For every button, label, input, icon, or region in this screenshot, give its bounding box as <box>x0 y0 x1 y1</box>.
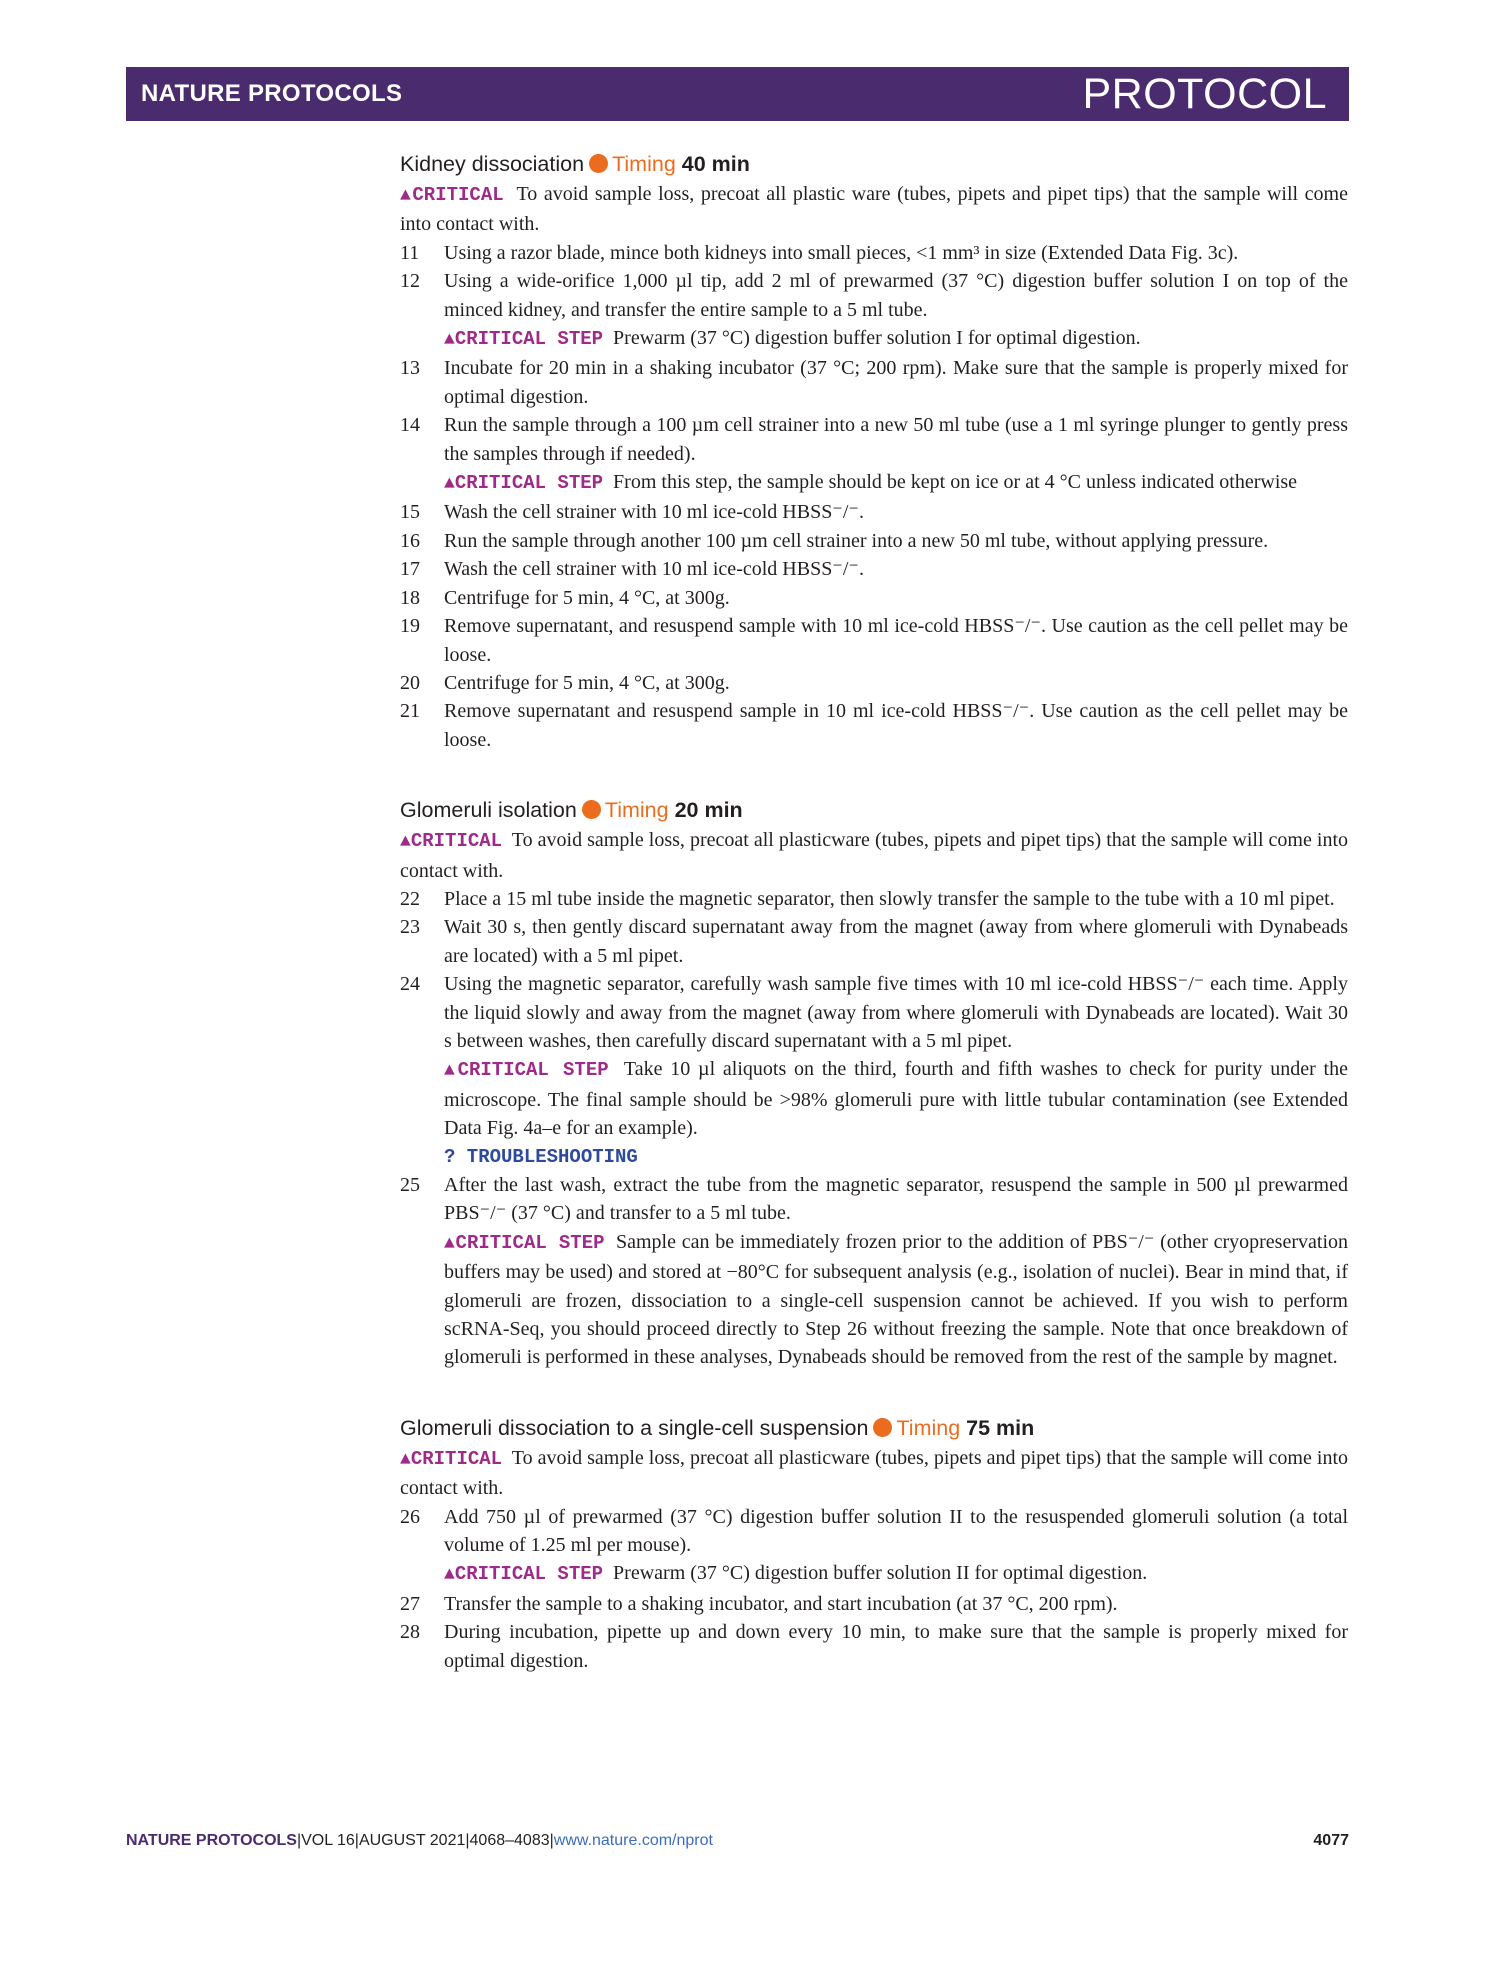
protocol-step <box>400 1171 1348 1372</box>
footer-url[interactable]: www.nature.com/nprot <box>553 1832 713 1849</box>
step-body <box>444 411 1348 498</box>
step-body <box>444 1590 1348 1618</box>
step-text: Run the sample through a 100 µm cell strainer into a new 50 ml tube (use a 1 ml syringe plunger to gently press the samples through if needed). <box>444 414 1348 465</box>
step-body <box>444 697 1348 754</box>
critical-step-label <box>444 472 603 494</box>
page-number: 4077 <box>1313 1832 1349 1849</box>
step-number: 24 <box>400 973 420 996</box>
step-text: During incubation, pipette up and down every 10 min, to make sure that the sample is properly mixed for optimal digestion. <box>444 1621 1348 1672</box>
step-text: Centrifuge for 5 min, 4 °C, at 300g. <box>444 671 730 694</box>
critical-label-text: CRITICAL <box>412 184 504 206</box>
protocol-section <box>400 794 1348 1372</box>
step-text: Place a 15 ml tube inside the magnetic separator, then slowly transfer the sample to the tube with a 10 ml pipet. <box>444 887 1335 910</box>
article-type: PROTOCOL <box>1082 70 1327 118</box>
timing-value: 40 min <box>681 152 750 176</box>
warning-triangle-icon: ▲ <box>400 186 413 206</box>
step-number: 13 <box>400 357 420 380</box>
step-text: Wash the cell strainer with 10 ml ice-cold HBSS⁻/⁻. <box>444 501 864 524</box>
step-body <box>444 885 1348 913</box>
critical-step-text: Prewarm (37 °C) digestion buffer solution II for optimal digestion. <box>613 1562 1148 1585</box>
step-text: Using a wide-orifice 1,000 µl tip, add 2 ml of prewarmed (37 °C) digestion buffer solution I on top of the minced kidney, and transfer the entire sample to a 5 ml tube. <box>444 270 1348 321</box>
protocol-section <box>400 1412 1348 1675</box>
step-body <box>444 913 1348 970</box>
critical-step-label-text: CRITICAL STEP <box>454 328 604 351</box>
protocol-step <box>400 527 1348 555</box>
timing-label: Timing <box>612 152 676 176</box>
critical-text: To avoid sample loss, precoat all plastic ware (tubes, pipets and pipet tips) that the sample will come into contact with. <box>400 183 1348 236</box>
step-body <box>444 498 1348 526</box>
critical-note <box>400 180 1348 239</box>
protocol-step <box>400 411 1348 498</box>
section-title <box>400 1412 1348 1444</box>
protocol-step <box>400 239 1348 267</box>
step-text: Incubate for 20 min in a shaking incubator (37 °C; 200 rpm). Make sure that the sample is properly mixed for optimal digestion. <box>444 357 1348 408</box>
critical-step-label <box>444 1059 609 1081</box>
protocol-section <box>400 148 1348 754</box>
critical-step-label <box>444 1563 603 1585</box>
section-title <box>400 148 1348 180</box>
step-body <box>444 239 1348 267</box>
warning-triangle-icon: ▲ <box>400 1449 411 1470</box>
section-title-text: Kidney dissociation <box>400 152 585 176</box>
step-text: Wait 30 s, then gently discard supernatant away from the magnet (away from where glomeruli with Dynabeads are located) with a 5 ml pipet. <box>444 916 1348 967</box>
protocol-step <box>400 267 1348 354</box>
section-title <box>400 794 1348 826</box>
critical-label <box>400 830 502 852</box>
critical-note <box>400 1444 1348 1503</box>
step-number: 12 <box>400 270 420 293</box>
troubleshooting-link[interactable]: ? TROUBLESHOOTING <box>444 1145 638 1168</box>
step-number: 21 <box>400 700 420 723</box>
footer <box>126 1832 1349 1850</box>
critical-label-text: CRITICAL <box>410 830 503 853</box>
protocol-step <box>400 970 1348 1171</box>
critical-label-text: CRITICAL <box>410 1447 503 1470</box>
step-number: 23 <box>400 916 420 939</box>
critical-step-text: Sample can be immediately frozen prior to the addition of PBS⁻/⁻ (other cryopreservation buffers may be used) and stored at −80°C for subsequent analysis (e.g., isolation of nuclei). Bear in mind that, if glomeruli are frozen, dissociation to a single-cell suspension cannot be achieved. If you wish to perform scRNA-Seq, you should proceed directly to Step 26 without freezing the sample. Note that once breakdown of glomeruli is performed in these analyses, Dynabeads should be removed from the rest of the sample by magnet. <box>444 1230 1348 1369</box>
step-body <box>444 354 1348 411</box>
step-body <box>444 1503 1348 1590</box>
critical-step-text: Take 10 µl aliquots on the third, fourth and fifth washes to check for purity under the microscope. The final sample should be >98% glomeruli pure with little tubular contamination (see Extended Data Fig. 4a–e for an example). <box>444 1058 1348 1140</box>
step-number: 20 <box>400 671 420 694</box>
header-bar <box>126 67 1349 121</box>
critical-step-label-text: CRITICAL STEP <box>455 1231 605 1254</box>
footer-volume: VOL 16 <box>301 1832 355 1849</box>
critical-text: To avoid sample loss, precoat all plasticware (tubes, pipets and pipet tips) that the sample will come into contact with. <box>400 829 1348 882</box>
step-text: Using a razor blade, mince both kidneys into small pieces, <1 mm³ in size (Extended Data Fig. 3c). <box>444 241 1239 264</box>
footer-pages: 4068–4083 <box>469 1832 550 1849</box>
protocol-step <box>400 697 1348 754</box>
step-text: Centrifuge for 5 min, 4 °C, at 300g. <box>444 586 730 609</box>
timing-label: Timing <box>604 798 669 823</box>
critical-step-note <box>444 1559 1348 1589</box>
step-number: 25 <box>400 1174 420 1196</box>
step-number: 28 <box>400 1621 420 1644</box>
step-body <box>444 1618 1348 1675</box>
step-body <box>444 612 1348 669</box>
critical-label <box>400 1448 502 1470</box>
step-number: 27 <box>400 1592 420 1615</box>
step-number: 14 <box>400 414 420 437</box>
protocol-step <box>400 498 1348 526</box>
footer-journal: NATURE PROTOCOLS <box>126 1832 297 1849</box>
protocol-step <box>400 1590 1348 1618</box>
step-body <box>444 555 1348 583</box>
critical-step-label <box>444 1232 605 1254</box>
protocol-step <box>400 612 1348 669</box>
warning-triangle-icon: ▲ <box>444 474 455 495</box>
timing-dot-icon <box>582 800 601 819</box>
step-number: 15 <box>400 501 420 524</box>
step-number: 22 <box>400 887 420 910</box>
step-body <box>444 267 1348 354</box>
step-text: Wash the cell strainer with 10 ml ice-cold HBSS⁻/⁻. <box>444 558 864 581</box>
protocol-step <box>400 885 1348 913</box>
footer-date: AUGUST 2021 <box>358 1832 466 1849</box>
step-body <box>444 527 1348 555</box>
step-body <box>444 584 1348 612</box>
critical-step-note <box>444 1228 1348 1372</box>
step-number: 16 <box>400 529 420 552</box>
footer-separator: | <box>465 1832 470 1849</box>
critical-step-label-text: CRITICAL STEP <box>454 472 604 495</box>
step-body <box>444 1171 1348 1372</box>
critical-step-text: From this step, the sample should be kept on ice or at 4 °C unless indicated otherwise <box>613 471 1298 494</box>
critical-step-label-text: CRITICAL STEP <box>457 1059 609 1082</box>
step-body <box>444 669 1348 697</box>
step-text: Run the sample through another 100 µm cell strainer into a new 50 ml tube, without applying pressure. <box>444 529 1269 552</box>
critical-label <box>400 184 504 206</box>
critical-step-label-text: CRITICAL STEP <box>454 1563 604 1586</box>
critical-step-note <box>444 1055 1348 1142</box>
section-title-text: Glomeruli isolation <box>400 798 577 823</box>
critical-text: To avoid sample loss, precoat all plasticware (tubes, pipets and pipet tips) that the sample will come into contact with. <box>400 1446 1348 1500</box>
step-text: Remove supernatant, and resuspend sample with 10 ml ice-cold HBSS⁻/⁻. Use caution as the cell pellet may be loose. <box>444 615 1348 666</box>
timing-label: Timing <box>896 1415 961 1440</box>
warning-triangle-icon: ▲ <box>444 1233 456 1254</box>
critical-step-text: Prewarm (37 °C) digestion buffer solution I for optimal digestion. <box>613 327 1141 350</box>
timing-value: 20 min <box>674 798 743 823</box>
step-number: 26 <box>400 1505 420 1528</box>
protocol-step <box>400 1503 1348 1590</box>
timing-value: 75 min <box>966 1415 1035 1440</box>
step-text: Using the magnetic separator, carefully wash sample five times with 10 ml ice-cold HBSS⁻/⁻ each time. Apply the liquid slowly and away from the magnet (away from where glomeruli with Dynabeads are located). Wait 30 s between washes, then carefully discard supernatant with a 5 ml pipet. <box>444 973 1348 1052</box>
warning-triangle-icon: ▲ <box>444 1565 455 1586</box>
step-text: Add 750 µl of prewarmed (37 °C) digestion buffer solution II to the resuspended glomeruli solution (a total volume of 1.25 ml per mouse). <box>444 1505 1348 1557</box>
journal-name: NATURE PROTOCOLS <box>141 80 403 107</box>
critical-note <box>400 826 1348 885</box>
step-text: After the last wash, extract the tube from the magnetic separator, resuspend the sample in 500 µl prewarmed PBS⁻/⁻ (37 °C) and transfer to a 5 ml tube. <box>444 1174 1348 1225</box>
critical-step-label <box>444 328 603 350</box>
warning-triangle-icon: ▲ <box>400 832 411 853</box>
protocol-step <box>400 913 1348 970</box>
warning-triangle-icon: ▲ <box>444 1061 458 1082</box>
step-number: 19 <box>400 615 420 638</box>
section-title-text: Glomeruli dissociation to a single-cell suspension <box>400 1415 869 1440</box>
footer-separator: | <box>354 1832 359 1849</box>
protocol-step <box>400 354 1348 411</box>
footer-separator: | <box>296 1832 302 1849</box>
step-body <box>444 970 1348 1171</box>
step-number: 17 <box>400 558 420 581</box>
main-content <box>400 148 1348 1715</box>
footer-separator: | <box>549 1832 554 1849</box>
protocol-step <box>400 669 1348 697</box>
protocol-step <box>400 555 1348 583</box>
warning-triangle-icon: ▲ <box>444 330 455 351</box>
step-text: Remove supernatant and resuspend sample in 10 ml ice-cold HBSS⁻/⁻. Use caution as the cell pellet may be loose. <box>444 700 1348 751</box>
protocol-step <box>400 584 1348 612</box>
timing-dot-icon <box>873 1418 892 1437</box>
protocol-step <box>400 1618 1348 1675</box>
step-text: Transfer the sample to a shaking incubator, and start incubation (at 37 °C, 200 rpm). <box>444 1592 1118 1615</box>
timing-dot-icon <box>589 154 608 173</box>
step-number: 18 <box>400 586 420 609</box>
step-number: 11 <box>400 241 420 264</box>
critical-step-note <box>444 468 1348 498</box>
critical-step-note <box>444 324 1348 354</box>
